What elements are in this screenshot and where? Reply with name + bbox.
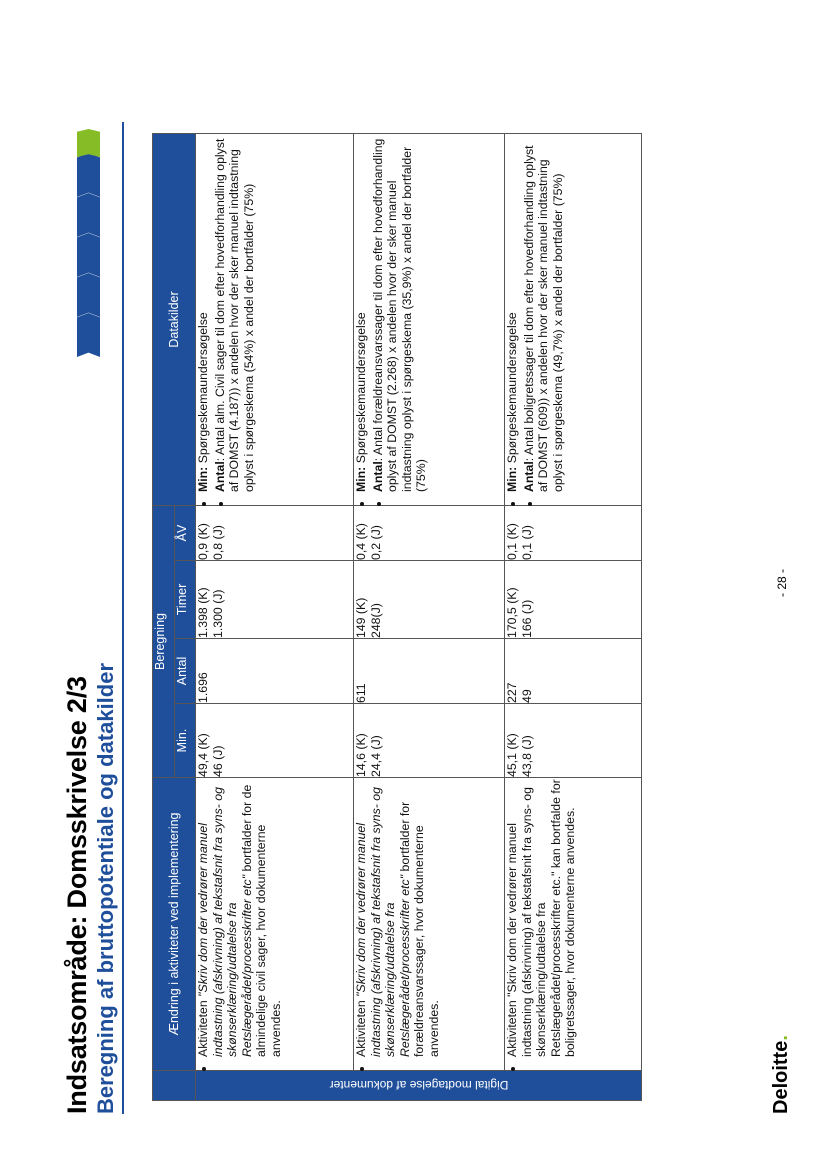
- antal-cell: [196, 639, 354, 704]
- timer-cell: [505, 561, 642, 639]
- ds-antal-label: Antal: [212, 461, 227, 492]
- activity-italic: "Skriv dom der vedrører manuel indtastning (afskrivning) af tekstafsnit fra syns- og skønserklæring/udtalelse fra Retslægerådet/processkrifter etc": [196, 787, 254, 1057]
- min-value: 45,1 (K): [505, 733, 519, 777]
- ds-min-label: Min:: [354, 466, 368, 492]
- side-label: Digital modtagelse af dokumenter: [329, 1078, 508, 1093]
- av-cell: [505, 506, 642, 561]
- activity-cell: [354, 778, 505, 1071]
- calculation-table: [152, 133, 642, 1101]
- timer-value: 170,5 (K): [505, 587, 519, 638]
- av-value: 0,4 (K): [354, 523, 368, 560]
- header-activity: Ændring i aktiviteter ved implementering: [153, 778, 196, 1071]
- activity-italic: "Skriv dom der vedrører manuel indtastning (afskrivning) af tekstafsnit fra syns- og skønserklæring/udtalelse fra Retslægerådet/processkrifter etc": [354, 787, 412, 1057]
- activity-tail: bortfalder for forældreansvarssager, hvor dokumenterne anvendes.: [397, 801, 441, 1057]
- ds-antal-label: Antal: [521, 461, 536, 492]
- side-label-cell: [196, 1071, 642, 1101]
- ds-antal-text: : Antal alm. Civil sager til dom efter hovedforhandling oplyst af DOMST (4.187)) x andelen hvor der sker manuel indtastning oplyst i spørgeskema (54%) x andel der bortfalder (75%): [212, 138, 256, 492]
- min-value: 43,8 (J): [519, 735, 534, 777]
- av-value: 0,8 (J): [210, 525, 225, 560]
- av-value: 0,1 (K): [505, 523, 519, 560]
- activity-cell: [505, 778, 642, 1071]
- min-value: 24,4 (J): [368, 735, 383, 777]
- ds-antal-label: Antal: [370, 461, 385, 492]
- progress-chevron: [77, 153, 100, 197]
- table-row: [196, 134, 354, 1101]
- header-min: Min.: [175, 704, 196, 778]
- timer-value: 248(J): [368, 603, 383, 638]
- av-value: 0,1 (J): [519, 525, 534, 560]
- timer-cell: [196, 561, 354, 639]
- progress-chevron: [77, 193, 100, 237]
- activity-tail: bortfalder for de almindelige civil sager, hvor dokumenterne anvendes.: [239, 784, 283, 1057]
- page-subtitle: Beregning af bruttopotentiale og datakilder: [93, 662, 118, 1114]
- av-value: 0,2 (J): [368, 525, 383, 560]
- side-header-cell: [153, 1071, 196, 1101]
- antal-value: 1.696: [196, 672, 210, 703]
- table-row: [354, 134, 505, 1101]
- timer-value: 1.300 (J): [210, 589, 225, 638]
- antal-cell: [505, 639, 642, 704]
- timer-value: 166 (J): [519, 599, 534, 638]
- antal-value: 49: [519, 689, 534, 703]
- page-title: Indsatsområde: Domsskrivelse 2/3: [62, 676, 92, 1114]
- av-value: 0,9 (K): [196, 523, 210, 560]
- timer-cell: [354, 561, 505, 639]
- ds-antal-text: : Antal boligretssager til dom efter hovedforhandling oplyst af DOMST (609)) x andelen hvor der sker manuel indtastning oplyst i spørgeskema (49,7%) x andel der bortfalder (75%): [521, 145, 565, 492]
- min-cell: [505, 704, 642, 778]
- ds-min-text: Spørgeskemaundersøgelse: [505, 312, 519, 467]
- ds-antal-text: : Antal forældreansvarssager til dom efter hovedforhandling oplyst af DOMST (2.268) x andelen hvor der sker manuel indtastning oplyst i spørgeskema (35,9%) x andel der bortfalder (75%): [370, 138, 429, 492]
- logo-text: Deloitte: [770, 1040, 792, 1114]
- datasource-cell: [196, 134, 354, 506]
- antal-value: 227: [505, 682, 519, 703]
- progress-chevron: [77, 129, 100, 157]
- progress-chevron: [77, 233, 100, 277]
- activity-text: Aktiviteten "Skriv dom der vedrører manuel indtastning (afskrivning) af tekstafsnit fra syns- og skønserklæring/udtalelse fra Retslægerådet/processkrifter etc." kan bortfalde for boligretssager, hvor dokumenterne anvendes.: [505, 779, 578, 1057]
- header-antal: Antal: [175, 639, 196, 704]
- progress-chevron: [77, 273, 100, 317]
- activity-text: Aktiviteten: [196, 996, 210, 1057]
- av-cell: [196, 506, 354, 561]
- activity-text: Aktiviteten: [354, 996, 368, 1057]
- header-timer: Timer: [175, 561, 196, 639]
- ds-min-label: Min:: [505, 466, 519, 492]
- title-divider: [122, 122, 124, 1114]
- header-beregning: Beregning: [153, 506, 175, 778]
- min-value: 46 (J): [210, 745, 225, 777]
- header-datakilder: Datakilder: [153, 134, 196, 506]
- deloitte-logo: [770, 1035, 793, 1114]
- ds-min-text: Spørgeskemaundersøgelse: [196, 312, 210, 467]
- min-cell: [196, 704, 354, 778]
- progress-chevron: [77, 313, 100, 357]
- table-row: [505, 134, 642, 1101]
- activity-cell: [196, 778, 354, 1071]
- datasource-cell: [505, 134, 642, 506]
- ds-min-text: Spørgeskemaundersøgelse: [354, 312, 368, 467]
- page-number: - 28 -: [775, 568, 789, 597]
- min-cell: [354, 704, 505, 778]
- header-av: ÅV: [175, 506, 196, 561]
- datasource-cell: [354, 134, 505, 506]
- ds-min-label: Min:: [196, 466, 210, 492]
- timer-value: 1.398 (K): [196, 587, 210, 638]
- timer-value: 149 (K): [354, 597, 368, 638]
- min-value: 49,4 (K): [196, 733, 210, 777]
- title-block: [62, 663, 120, 1114]
- av-cell: [354, 506, 505, 561]
- logo-dot: .: [770, 1035, 792, 1041]
- antal-cell: [354, 639, 505, 704]
- antal-value: 611: [354, 683, 368, 703]
- min-value: 14,6 (K): [354, 733, 368, 777]
